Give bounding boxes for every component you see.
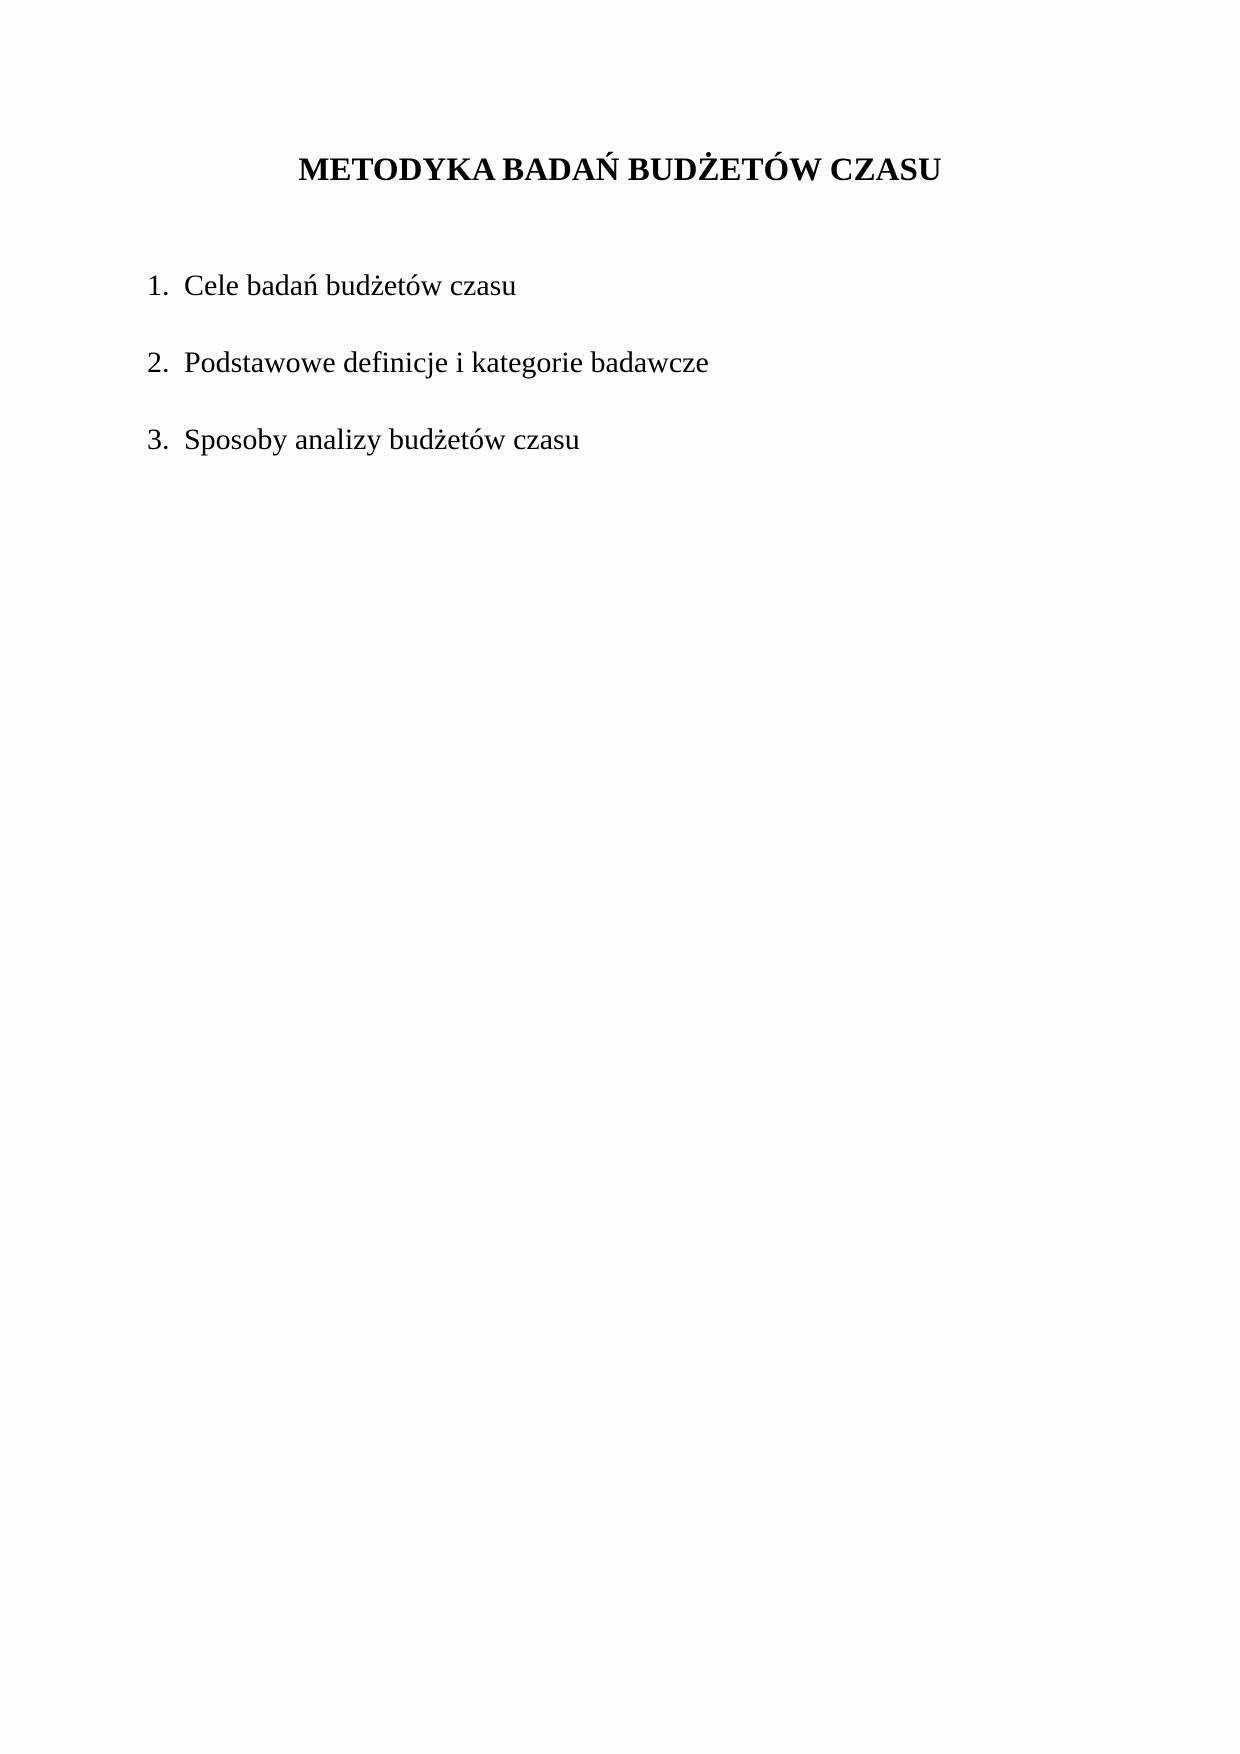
list-item (147, 264, 709, 341)
list-item-text: Podstawowe definicje i kategorie badawcze (184, 346, 709, 379)
topic-list (147, 264, 709, 495)
list-item-number: 3. (147, 423, 170, 456)
list-item-text: Sposoby analizy budżetów czasu (184, 423, 580, 456)
list-item-number: 1. (147, 269, 170, 302)
list-item (147, 418, 709, 495)
list-item (147, 341, 709, 418)
list-item-number: 2. (147, 346, 170, 379)
document-title: METODYKA BADAŃ BUDŻETÓW CZASU (298, 152, 942, 188)
list-item-text: Cele badań budżetów czasu (184, 269, 517, 302)
